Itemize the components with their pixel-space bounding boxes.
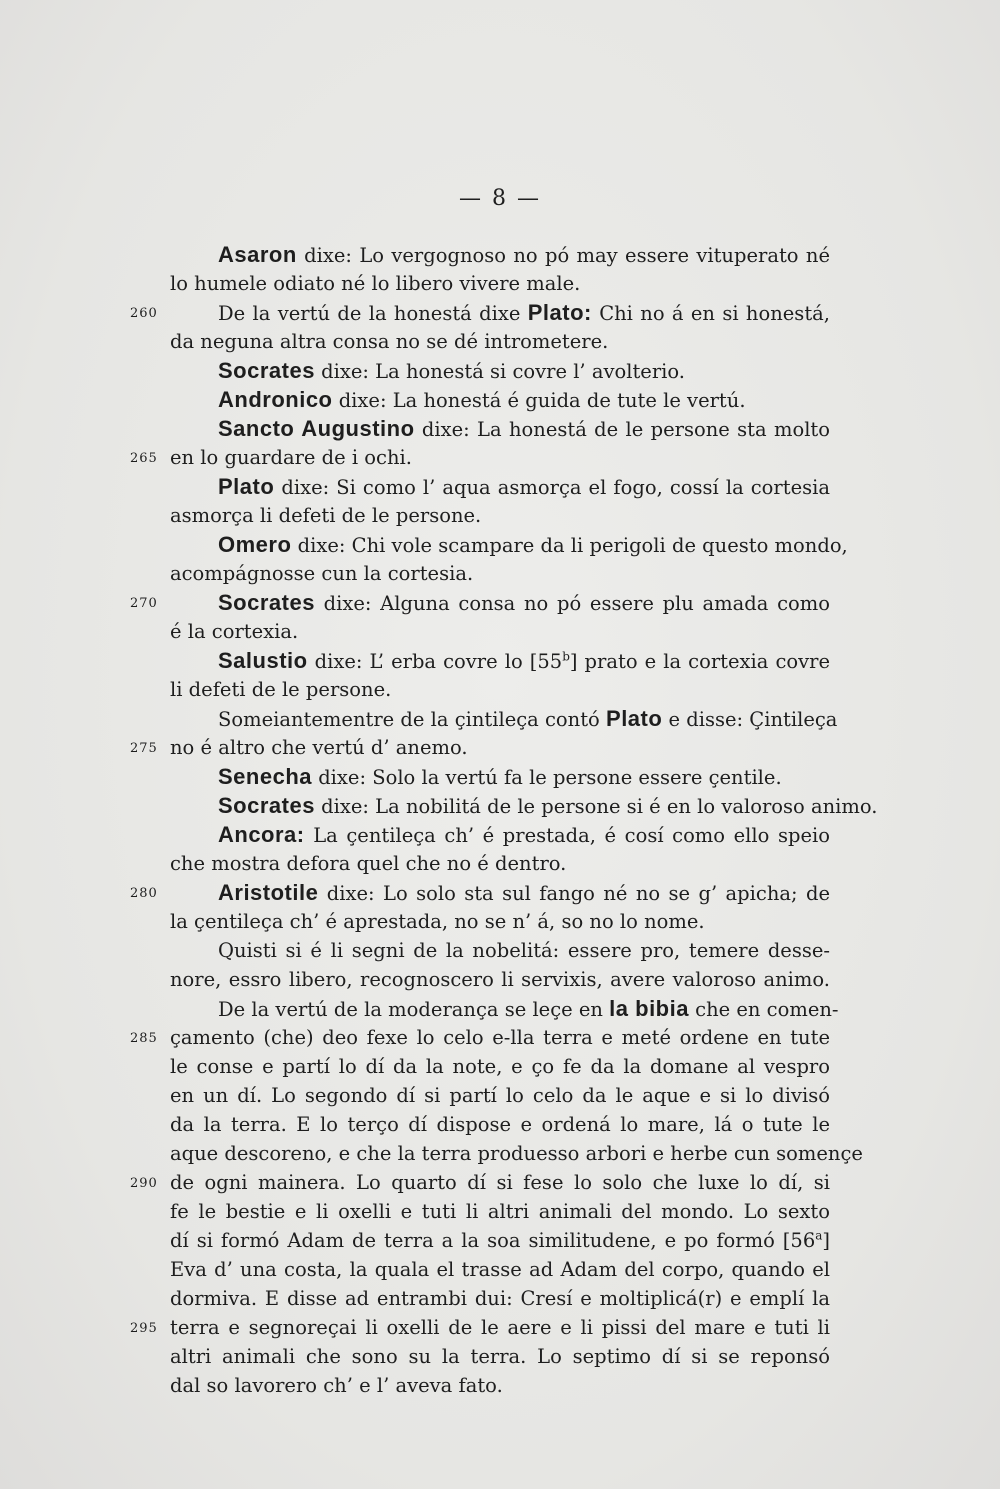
text-line (170, 356, 830, 385)
line-text: e disse: Çintileça (662, 708, 838, 731)
line-number: 290 (130, 1176, 158, 1191)
speaker-name: Socrates (218, 358, 315, 383)
text-line (170, 907, 830, 936)
line-number: 280 (130, 886, 158, 901)
line-text: dixe: Alguna consa no pó essere plu amada como (314, 592, 830, 615)
speaker-name: la bibia (609, 996, 689, 1021)
text-line (170, 530, 848, 559)
line-text: ] prato e la cortexia covre (569, 650, 830, 673)
text-line (170, 559, 830, 588)
text-line (170, 1110, 830, 1139)
speaker-name: Sancto Augustino (218, 416, 415, 441)
text-line (170, 762, 830, 791)
line-text: dixe: La honestá é guida de tute le vertú. (332, 389, 746, 412)
line-text: Quisti si é li segni de la nobelitá: essere pro, temere desse- (218, 939, 830, 962)
line-number: 285 (130, 1031, 158, 1046)
speaker-name: Plato (218, 474, 275, 499)
text-line (170, 1342, 830, 1371)
text-line (130, 878, 830, 907)
text-line (170, 849, 830, 878)
text-line (130, 298, 830, 327)
text-line (170, 385, 830, 414)
text-line (130, 588, 830, 617)
speaker-name: Plato: (527, 300, 592, 325)
line-text: li defeti de le persone. (170, 678, 392, 701)
text-line (170, 414, 830, 443)
line-text: De la vertú de la honestá dixe (218, 302, 528, 325)
folio-superscript: b (562, 649, 570, 664)
line-number: 275 (130, 741, 158, 756)
line-text: che en comen- (688, 998, 839, 1021)
text-line (170, 617, 830, 646)
text-line (170, 1081, 830, 1110)
text-line (130, 1023, 830, 1052)
line-text: De la vertú de la moderança se leçe en (218, 998, 610, 1021)
line-text: altri animali che sono su la terra. Lo septimo dí si se reponsó (170, 1345, 830, 1368)
line-text: dixe: La honestá de le persone sta molto (414, 418, 831, 441)
line-text: le conse e partí lo dí da la note, e ço fe da la domane al vespro (170, 1055, 830, 1078)
line-text: la çentileça ch’ é aprestada, no se n’ á, so no lo nome. (170, 910, 705, 933)
text-line (170, 994, 839, 1023)
line-text: dixe: Lo solo sta sul fango né no se g’ apicha; de (318, 882, 830, 905)
text-line (170, 1284, 830, 1313)
line-text: dixe: Solo la vertú fa le persone essere çentile. (312, 766, 782, 789)
text-line (170, 327, 830, 356)
text-line (170, 704, 838, 733)
page-number: — 8 — (459, 186, 541, 211)
line-text: en lo guardare de i ochi. (170, 446, 412, 469)
text-line (170, 965, 830, 994)
line-text: acompágnosse cun la cortesia. (170, 562, 474, 585)
text-line (170, 501, 830, 530)
line-text: lo humele odiato né lo libero vivere male. (170, 272, 581, 295)
text-line (130, 1313, 830, 1342)
text-line (170, 1255, 830, 1284)
speaker-name: Socrates (218, 590, 315, 615)
text-line (170, 820, 830, 849)
speaker-name: Plato (606, 706, 663, 731)
text-line (170, 1052, 830, 1081)
line-text: dixe: L’ erba covre lo [55 (307, 650, 563, 673)
line-text: da neguna altra consa no se dé intrometere. (170, 330, 609, 353)
speaker-name: Andronico (218, 387, 333, 412)
line-number: 265 (130, 451, 158, 466)
folio-superscript: a (815, 1228, 823, 1243)
line-text: La çentileça ch’ é prestada, é cosí como ello speio (304, 824, 830, 847)
speaker-name: Ancora: (218, 822, 305, 847)
line-text: dixe: La honestá si covre l’ avolterio. (314, 360, 685, 383)
speaker-name: Socrates (218, 793, 315, 818)
line-text: aque descoreno, e che la terra produesso arbori e herbe cun somençe (170, 1142, 863, 1165)
line-text: no é altro che vertú d’ anemo. (170, 736, 468, 759)
line-text: nore, essro libero, recognoscero li servixis, avere valoroso animo. (170, 968, 830, 991)
line-text: é la cortexia. (170, 620, 299, 643)
text-body (130, 240, 878, 1400)
text-line (130, 1168, 830, 1197)
line-text: asmorça li defeti de le persone. (170, 504, 482, 527)
line-text: dixe: Chi vole scampare da li perigoli de questo mondo, (291, 534, 848, 557)
line-text: Eva d’ una costa, la quala el trasse ad Adam del corpo, quando el (170, 1258, 830, 1281)
line-text: dixe: La nobilitá de le persone si é en lo valoroso animo. (314, 795, 878, 818)
speaker-name: Salustio (218, 648, 308, 673)
text-line (170, 1226, 830, 1255)
text-line (170, 1371, 830, 1400)
line-text: Chi no á en si honestá, (591, 302, 830, 325)
speaker-name: Aristotile (218, 880, 319, 905)
text-line (170, 675, 830, 704)
line-text: dormiva. E disse ad entrambi dui: Cresí e moltiplicá(r) e emplí la (170, 1287, 830, 1310)
line-text: dal so lavorero ch’ e l’ aveva fato. (170, 1374, 503, 1397)
line-text: de ogni mainera. Lo quarto dí si fese lo solo che luxe lo dí, si (170, 1171, 830, 1194)
speaker-name: Omero (218, 532, 292, 557)
line-number: 260 (130, 306, 158, 321)
text-line (170, 472, 830, 501)
text-line (170, 269, 830, 298)
line-text: da la terra. E lo terço dí dispose e ordená lo mare, lá o tute le (170, 1113, 830, 1136)
text-line (170, 1197, 830, 1226)
text-line (170, 1139, 863, 1168)
line-text: fe le bestie e li oxelli e tuti li altri animali del mondo. Lo sexto (170, 1200, 830, 1223)
text-line (170, 646, 830, 675)
line-text: ] (822, 1229, 830, 1252)
text-line (130, 443, 830, 472)
line-text: dí si formó Adam de terra a la soa similitudene, e po formó [56 (170, 1229, 816, 1252)
line-text: che mostra defora quel che no é dentro. (170, 852, 567, 875)
line-number: 295 (130, 1321, 158, 1336)
text-line (170, 791, 878, 820)
line-text: en un dí. Lo segondo dí si partí lo celo da le aque e si lo divisó (170, 1084, 830, 1107)
line-text: terra e segnoreçai li oxelli de le aere e li pissi del mare e tuti li (170, 1316, 830, 1339)
line-text: dixe: Si como l’ aqua asmorça el fogo, cossí la cortesia (274, 476, 830, 499)
line-number: 270 (130, 596, 158, 611)
line-text: çamento (che) deo fexe lo celo e-lla terra e meté ordene en tute (170, 1026, 830, 1049)
speaker-name: Asaron (218, 242, 297, 267)
speaker-name: Senecha (218, 764, 312, 789)
text-line (170, 936, 830, 965)
text-line (130, 733, 830, 762)
text-line (170, 240, 830, 269)
line-text: dixe: Lo vergognoso no pó may essere vituperato né (296, 244, 830, 267)
line-text: Someiantementre de la çintileça contó (218, 708, 607, 731)
